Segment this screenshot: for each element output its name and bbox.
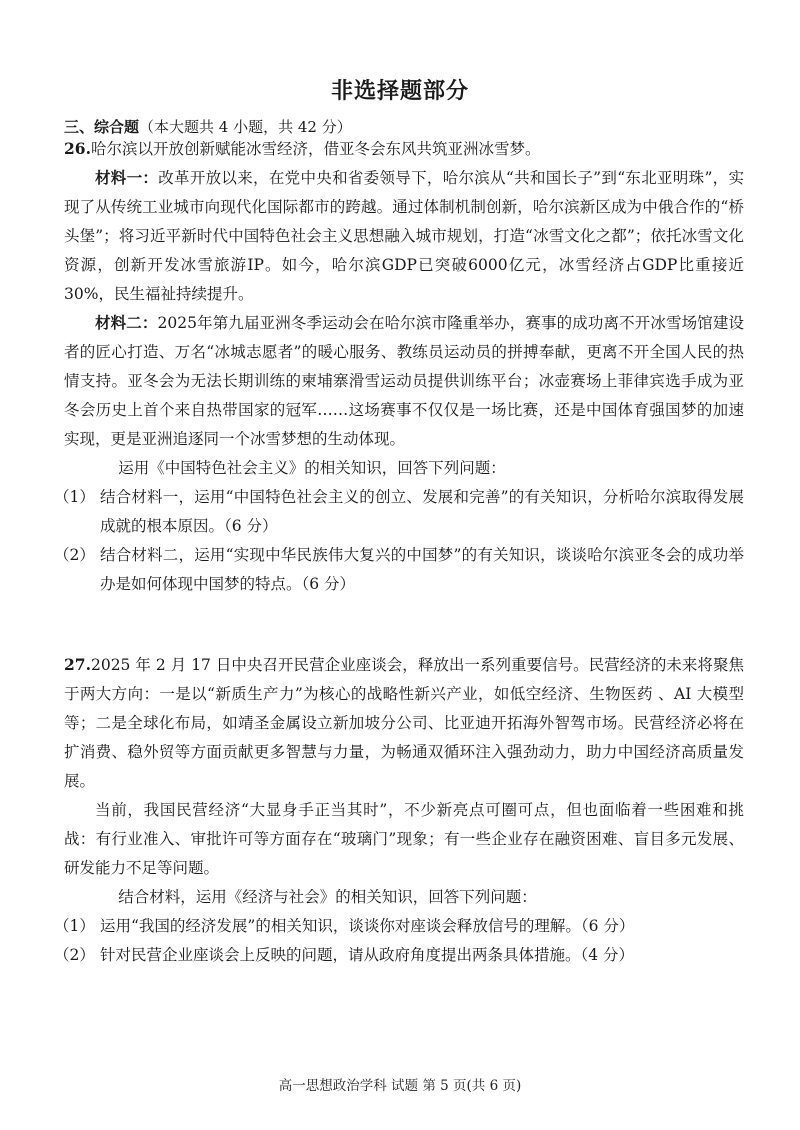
q27-sub1-text: 运用“我国的经济发展”的相关知识，谈谈你对座谈会释放信号的理解。（6 分） [100, 917, 635, 935]
q26-number: 26. [64, 139, 91, 158]
part-heading-note: （本大题共 4 小题，共 42 分） [139, 118, 352, 136]
q26-stem-line [64, 134, 744, 164]
q26-sub2-text: 结合材料二，运用“实现中华民族伟大复兴的中国梦”的有关知识，谈谈哈尔滨亚冬会的成功举办是如何体现中国梦的特点。（6 分） [100, 546, 744, 593]
part-heading-label: 三、综合题 [64, 118, 140, 136]
q27-sub2 [54, 941, 744, 970]
q26-material2-text: 2025年第九届亚洲冬季运动会在哈尔滨市隆重举办，赛事的成功离不开冰雪场馆建设者的匠心打造、万名“冰城志愿者”的暖心服务、教练员运动员的拼搏奉献，更离不开全国人民的热情支持。亚冬会为无法长期训练的柬埔寨滑雪运动员提供训练平台；冰壶赛场上菲律宾选手成为亚冬会历史上首个来自热带国家的冠军……这场赛事不仅仅是一场比赛，还是中国体育强国梦的加速实现，更是亚洲追逐同一个冰雪梦想的生动体现。 [64, 314, 744, 448]
q27-para1-text: 2025 年 2 月 17 日中央召开民营企业座谈会，释放出一系列重要信号。民营经济的未来将聚焦于两大方向：一是以“新质生产力”为核心的战略性新兴产业，如低空经济、生物医药 、AI 大模型等；二是全球化布局，如靖圣金属设立新加坡分公司、比亚迪开拓海外智驾市场。民营经济必将在扩消费、稳外贸等方面贡献更多智慧与力量，为畅通双循环注入强劲动力，助力中国经济高质量发展。 [64, 656, 744, 790]
q26-material1-label: 材料一： [95, 169, 159, 187]
question-27 [54, 650, 744, 970]
section-title: 非选择题部分 [330, 79, 469, 104]
q26-stem: 哈尔滨以开放创新赋能冰雪经济，借亚冬会东风共筑亚洲冰雪梦。 [90, 140, 541, 158]
q27-sub1-num: （1） [54, 917, 95, 935]
q27-instruction: 结合材料，运用《经济与社会》的相关知识，回答下列问题： [118, 888, 537, 906]
q26-material2-label: 材料二： [95, 314, 158, 332]
q26-material2 [64, 309, 744, 454]
q26-sub1 [54, 483, 744, 541]
q26-instruction: 运用《中国特色社会主义》的相关知识，回答下列问题： [118, 459, 506, 477]
question-26 [54, 134, 744, 599]
q26-sub2-num: （2） [54, 546, 95, 564]
q27-sub2-text: 针对民营企业座谈会上反映的问题，请从政府角度提出两条具体措施。（4 分） [100, 946, 635, 964]
q27-sub2-num: （2） [54, 946, 95, 964]
q27-number: 27. [64, 655, 91, 674]
q27-para2: 当前，我国民营经济“大显身手正当其时”，不少新亮点可圈可点，但也面临着一些困难和挑战：有行业准入、审批许可等方面存在“玻璃门”现象；有一些企业存在融资困难、盲目多元发展、研发能力不足等问题。 [64, 801, 744, 877]
q26-sub1-text: 结合材料一，运用“中国特色社会主义的创立、发展和完善”的有关知识，分析哈尔滨取得发展成就的根本原因。（6 分） [100, 488, 744, 535]
q26-material1 [64, 164, 744, 309]
q26-sub2 [54, 541, 744, 599]
q27-sub1 [54, 912, 744, 941]
q27-para1 [64, 650, 744, 796]
q26-sub1-num: （1） [54, 488, 95, 506]
page-footer: 高一思想政治学科 试题 第 5 页(共 6 页) [278, 1078, 522, 1094]
q26-material1-text: 改革开放以来，在党中央和省委领导下，哈尔滨从“共和国长子”到“东北亚明珠”，实现了从传统工业城市向现代化国际都市的跨越。通过体制机制创新，哈尔滨新区成为中俄合作的“桥头堡”；将习近平新时代中国特色社会主义思想融入城市规划，打造“冰雪文化之都”；依托冰雪文化资源，创新开发冰雪旅游IP。如今，哈尔滨GDP已突破6000亿元，冰雪经济占GDP比重接近30%，民生福祉持续提升。 [64, 169, 744, 303]
